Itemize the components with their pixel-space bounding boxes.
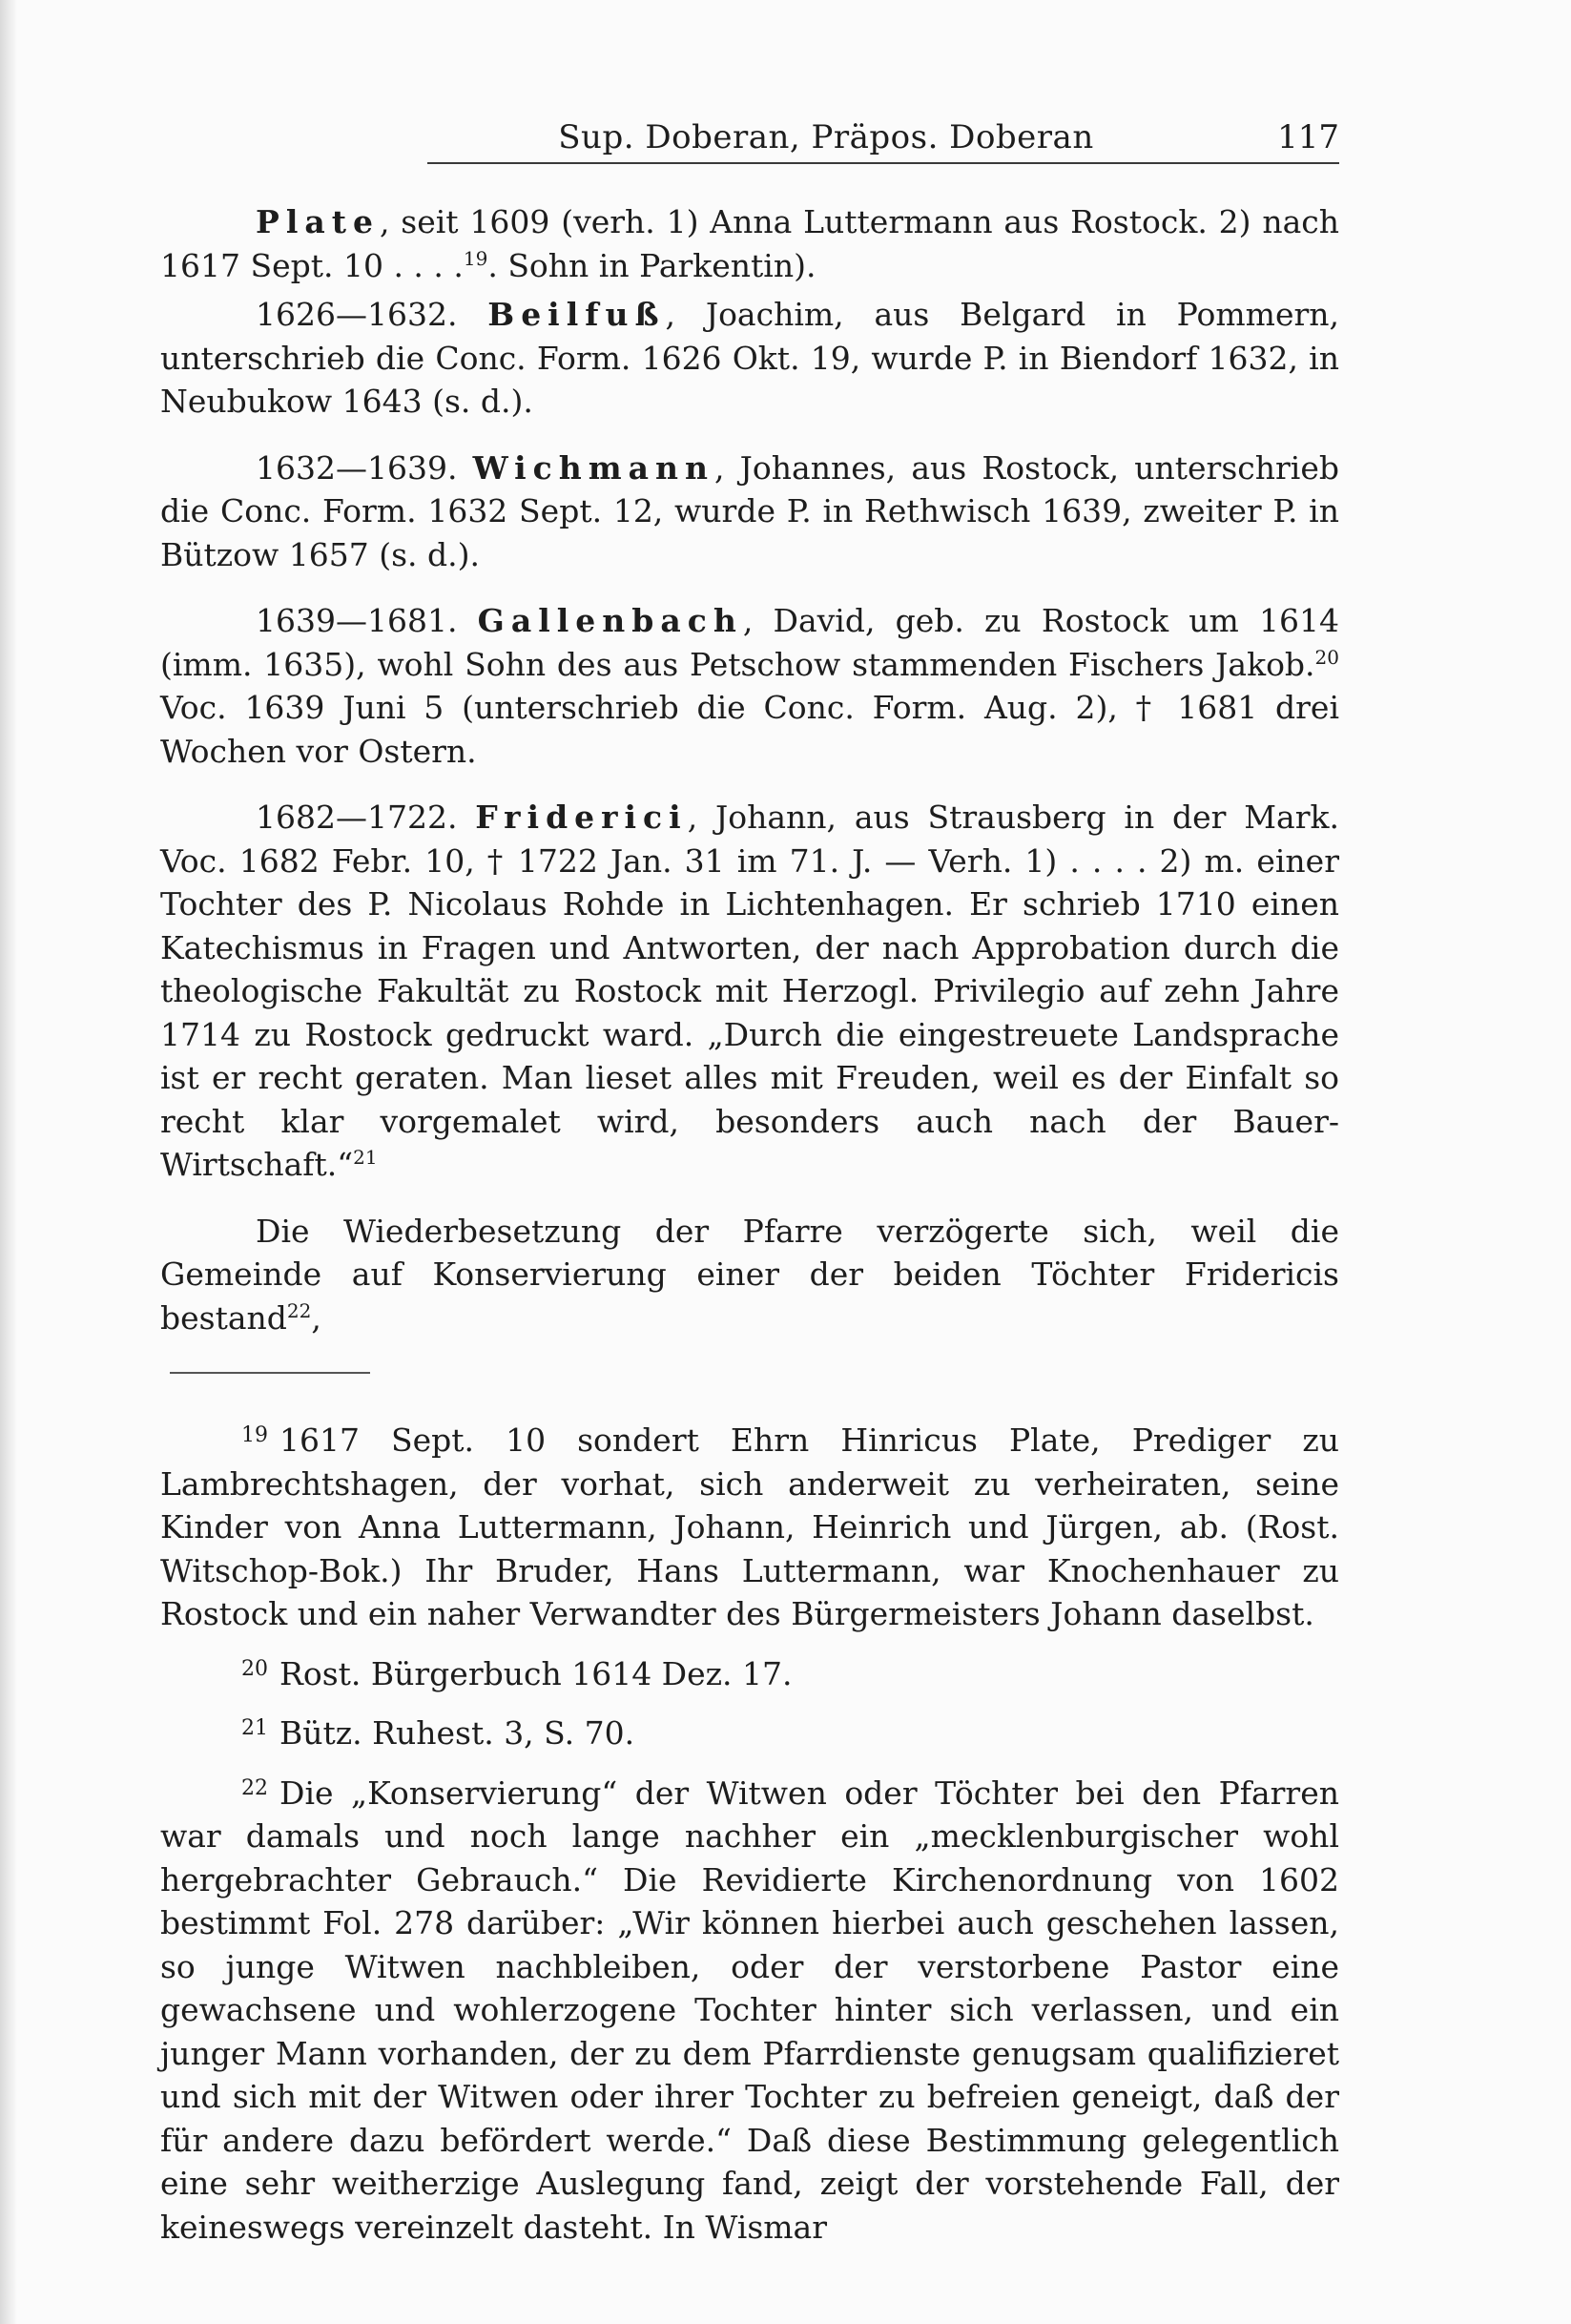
entry-text: , seit 1609 (verh. 1) Anna Luttermann aus Rostock. 2) nach 1617 Sept. 10 . . . . [160,203,1339,284]
running-title: Sup. Doberan, Präpos. Doberan [558,118,1094,156]
footnote-number: 22 [241,1775,268,1800]
paragraph-wiederbesetzung [160,1210,1339,1340]
main-text [160,200,1339,1339]
entry-text: , David, geb. zu Rostock um 1614 (imm. 1635), wohl Sohn des aus Petschow stammenden Fischers Jakob. [160,602,1339,683]
entry-plate [160,200,1339,287]
footnote-ref-20[interactable]: 20 [1314,645,1339,669]
entry-years: 1682—1722. [256,799,458,836]
person-name: Gallenbach [477,602,743,639]
entry-text-tail: Voc. 1639 Juni 5 (unterschrieb die Conc. Form. Aug. 2), † 1681 drei Wochen vor Ostern. [160,689,1339,770]
footnote-text: Bütz. Ruhest. 3, S. 70. [279,1714,635,1752]
footnote-number: 20 [241,1656,268,1681]
person-name: Plate [256,203,380,240]
entry-gallenbach [160,599,1339,773]
entry-text: , Johannes, aus Rostock, unterschrieb die Conc. Form. 1632 Sept. 12, wurde P. in Rethwisch 1639, zweiter P. in Bützow 1657 (s. d.). [160,448,1339,573]
entry-text-tail: . Sohn in Parkentin). [487,246,817,284]
page-content [160,95,1339,2260]
entry-years: 1632—1639. [256,448,458,487]
entry-text: , Joachim, aus Belgard in Pommern, unterschrieb die Conc. Form. 1626 Okt. 19, wurde P. in Biendorf 1632, in Neubukow 1643 (s. d.). [160,296,1339,420]
footnotes [160,1414,1339,2249]
footnote-ref-21[interactable]: 21 [353,1146,378,1169]
footnote-ref-22[interactable]: 22 [286,1298,312,1322]
entry-beilfuss [160,293,1339,424]
footnote-text: Die „Konservierung“ der Witwen oder Töchter bei den Pfarren war damals und noch lange nachher ein „mecklenburgischer wohl hergebrachter Gebrauch.“ Die Revidierte Kirchenordnung von 1602 bestimmt Fol. 278 darüber: „Wir können hierbei auch geschehen lassen, so junge Witwen nachbleiben, oder der verstorbene Pastor eine gewachsene und wohlerzogene Tochter hinter sich verlassen, und ein junger Mann vorhanden, der zu dem Pfarrdienste genugsam qualifizieret und sich mit der Witwen oder ihrer Tochter zu befreien geneigt, daß der für andere dazu befördert werde.“ Daß diese Bestimmung gelegentlich eine sehr weitherzige Auslegung fand, zeigt der vorstehende Fall, der keineswegs vereinzelt dasteht. In Wismar [160,1774,1339,2246]
person-name: Wichmann [472,448,715,487]
paragraph-text-tail: , [311,1298,321,1337]
footnote-ref-19[interactable]: 19 [463,246,488,270]
entry-years: 1639—1681. [256,602,458,639]
footnote-20 [160,1648,1339,1696]
footnote-21 [160,1707,1339,1755]
running-header [427,95,1339,164]
entry-friderici [160,796,1339,1187]
footnote-number: 21 [241,1716,268,1740]
footnote-number: 19 [241,1423,268,1447]
paragraph-text: Die Wiederbesetzung der Pfarre verzögerte sich, weil die Gemeinde auf Konservierung einer der beiden Töchter Fridericis bestand [160,1212,1339,1337]
person-name: Beilfuß [487,296,666,333]
entry-text: , Johann, aus Strausberg in der Mark. Voc. 1682 Febr. 10, † 1722 Jan. 31 im 71. J. — Verh. 1) . . . . 2) m. einer Tochter des P. Nicolaus Rohde in Lichtenhagen. Er schrieb 1710 einen Katechismus in Fragen und Antworten, der nach Approbation durch die theologische Fakultät zu Rostock mit Herzogl. Privilegio auf zehn Jahre 1714 zu Rostock gedruckt ward. „Durch die eingestreuete Landsprache ist er recht geraten. Man lieset alles mit Freuden, weil es der Einfalt so recht klar vorgemalet wird, besonders auch nach der Bauer-Wirtschaft.“ [160,799,1339,1183]
footnote-22 [160,1767,1339,2250]
footnote-separator [170,1372,370,1374]
page-number: 117 [1277,118,1339,156]
footnote-19 [160,1414,1339,1636]
person-name: Friderici [475,799,688,836]
footnote-text: Rost. Bürgerbuch 1614 Dez. 17. [279,1654,793,1692]
footnote-text: 1617 Sept. 10 sondert Ehrn Hinricus Plate, Prediger zu Lambrechtshagen, der vorhat, sich anderweit zu verheiraten, seine Kinder von Anna Luttermann, Johann, Heinrich und Jürgen, ab. (Rost. Witschop-Bok.) Ihr Bruder, Hans Luttermann, war Knochenhauer zu Rostock und ein naher Verwandter des Bürgermeisters Johann daselbst. [160,1421,1339,1632]
entry-wichmann [160,446,1339,577]
entry-years: 1626—1632. [256,296,458,333]
